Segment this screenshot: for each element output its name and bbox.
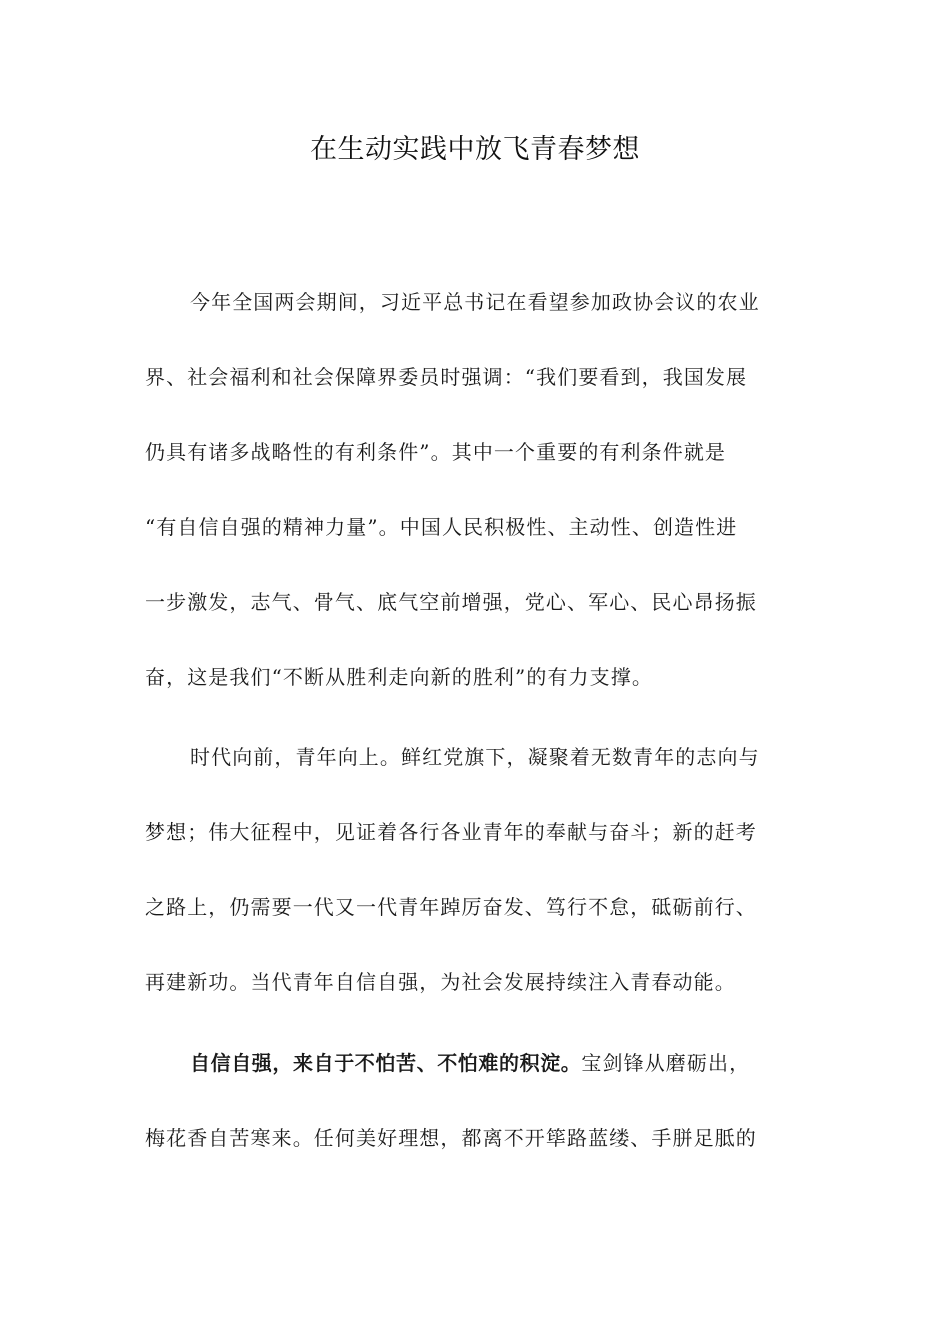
paragraph-1-line-3: 仍具有诸多战略性的有利条件”。其中一个重要的有利条件就是 [145, 440, 727, 464]
paragraph-3-heading: 自信自强，来自于不怕苦、不怕难的积淀。 [190, 1051, 582, 1075]
paragraph-1-line-1: 今年全国两会期间，习近平总书记在看望参加政协会议的农业 [190, 290, 760, 314]
paragraph-2-line-1: 时代向前，青年向上。鲜红党旗下，凝聚着无数青年的志向与 [190, 745, 760, 769]
paragraph-2-line-2: 梦想；伟大征程中，见证着各行各业青年的奉献与奋斗；新的赶考 [145, 820, 757, 844]
paragraph-2-line-4: 再建新功。当代青年自信自强，为社会发展持续注入青春动能。 [145, 970, 736, 994]
paragraph-2-line-3: 之路上，仍需要一代又一代青年踔厉奋发、笃行不怠，砥砺前行、 [145, 895, 757, 919]
paragraph-1-line-6: 奋，这是我们“不断从胜利走向新的胜利”的有力支撑。 [145, 665, 653, 689]
paragraph-3-line-1 [190, 1043, 795, 1083]
paragraph-1-line-5: 一步激发，志气、骨气、底气空前增强，党心、军心、民心昂扬振 [145, 590, 757, 614]
paragraph-3-line-1-rest: 宝剑锋从磨砺出， [581, 1051, 751, 1075]
document-title: 在生动实践中放飞青春梦想 [310, 134, 640, 165]
paragraph-1-line-4: “有自信自强的精神力量”。中国人民积极性、主动性、创造性进 [145, 515, 738, 539]
paragraph-3-line-2: 梅花香自苦寒来。任何美好理想，都离不开筚路蓝缕、手胼足胝的 [145, 1126, 757, 1150]
paragraph-1-line-2: 界、社会福利和社会保障界委员时强调：“我们要看到，我国发展 [145, 365, 748, 389]
